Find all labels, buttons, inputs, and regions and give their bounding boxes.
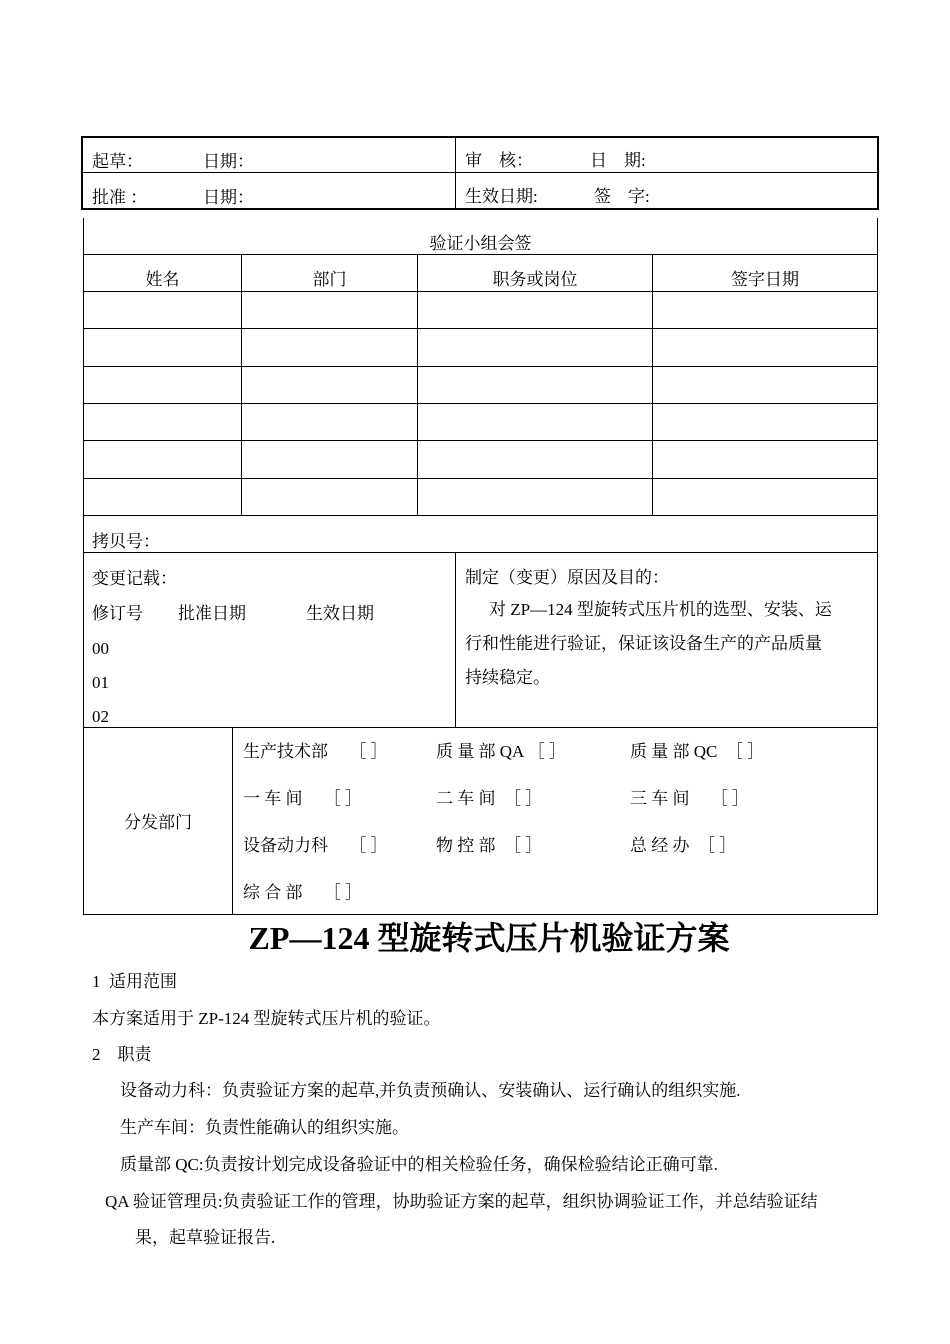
document-title: ZP—124 型旋转式压片机验证方案 [248,920,730,956]
distribution-item: 二 车 间 ［ ］ [436,789,543,808]
change-purpose-divider [455,552,456,727]
draft-label: 起草： [92,152,143,171]
col-divider [652,255,653,515]
table-row [84,366,877,367]
col-divider [241,255,242,515]
effective-date-label: 生效日期: [465,187,538,206]
form-border-bottom [83,914,878,915]
header-border-top [81,136,879,138]
distribution-item: 三 车 间 ［ ］ [630,789,749,808]
signoff-title-line [84,254,877,255]
signoff-title: 验证小组会签 [429,234,532,253]
draft-date-label: 日期： [203,152,254,171]
purpose-title: 制定（变更）原因及目的： [465,568,669,587]
distribution-item: 综 合 部 ［ ］ [243,883,362,902]
distribution-item: 生产技术部 ［ ］ [243,742,388,761]
distribution-item: 质 量 部 QA ［ ］ [436,742,566,761]
section-1-text: 本方案适用于 ZP-124 型旋转式压片机的验证。 [92,1009,441,1028]
copy-number-line [84,552,877,553]
purpose-line: 行和性能进行验证，保证该设备生产的产品质量 [465,634,822,653]
col-divider [417,255,418,515]
responsibility-line: 质量部 QC:负责按计划完成设备验证中的相关检验任务，确保检验结论正确可靠. [120,1155,718,1174]
form-border-right [877,218,878,915]
purpose-line: 持续稳定。 [465,668,550,687]
responsibility-line: QA 验证管理员:负责验证工作的管理，协助验证方案的起草，组织协调验证工作，并总结验证结 [105,1192,818,1211]
change-record-title: 变更记载： [92,569,177,588]
responsibility-line-continued: 果，起草验证报告. [135,1228,276,1247]
revision-number: 01 [92,673,109,692]
section-2-heading: 2 职责 [92,1045,152,1064]
header-row-divider [82,172,878,173]
revision-number: 00 [92,639,109,658]
approve-label: 批准 ： [92,188,148,207]
approve-date-label: 日期： [203,188,254,207]
revision-number: 02 [92,707,109,726]
col-header-name: 姓名 [145,270,180,289]
responsibility-line: 生产车间：负责性能确认的组织实施。 [120,1118,409,1137]
table-row [84,328,877,329]
distribution-item: 质 量 部 QC ［ ］ [630,742,765,761]
revision-col-header: 修订号 [92,604,143,623]
header-border-bottom [81,208,879,210]
sign-label: 签 字: [594,187,650,206]
distribution-top-line [84,727,877,728]
table-row [84,403,877,404]
review-date-label: 日 期: [590,151,646,170]
col-header-position: 职务或岗位 [492,270,578,289]
form-border-left [83,218,84,915]
approval-date-col-header: 批准日期 [178,604,246,623]
header-border-right [877,136,879,210]
col-header-department: 部门 [312,270,347,289]
distribution-item: 设备动力科 ［ ］ [243,836,388,855]
distribution-label: 分发部门 [124,813,192,832]
table-row [84,291,877,292]
purpose-line: 对 ZP—124 型旋转式压片机的选型、安装、运 [489,600,832,619]
table-row [84,515,877,516]
table-row [84,478,877,479]
table-row [84,440,877,441]
copy-number-label: 拷贝号： [92,532,160,551]
section-1-heading: 1 适用范围 [92,972,177,991]
review-label: 审 核： [465,151,533,170]
effective-date-col-header: 生效日期 [306,604,374,623]
distribution-divider [232,728,233,914]
distribution-item: 一 车 间 ［ ］ [243,789,362,808]
header-border-left [81,136,83,210]
header-col-divider [455,137,456,209]
distribution-item: 物 控 部 ［ ］ [436,836,543,855]
responsibility-line: 设备动力科：负责验证方案的起草,并负责预确认、安装确认、运行确认的组织实施. [120,1081,741,1100]
distribution-item: 总 经 办 ［ ］ [630,836,737,855]
col-header-sign-date: 签字日期 [731,270,799,289]
